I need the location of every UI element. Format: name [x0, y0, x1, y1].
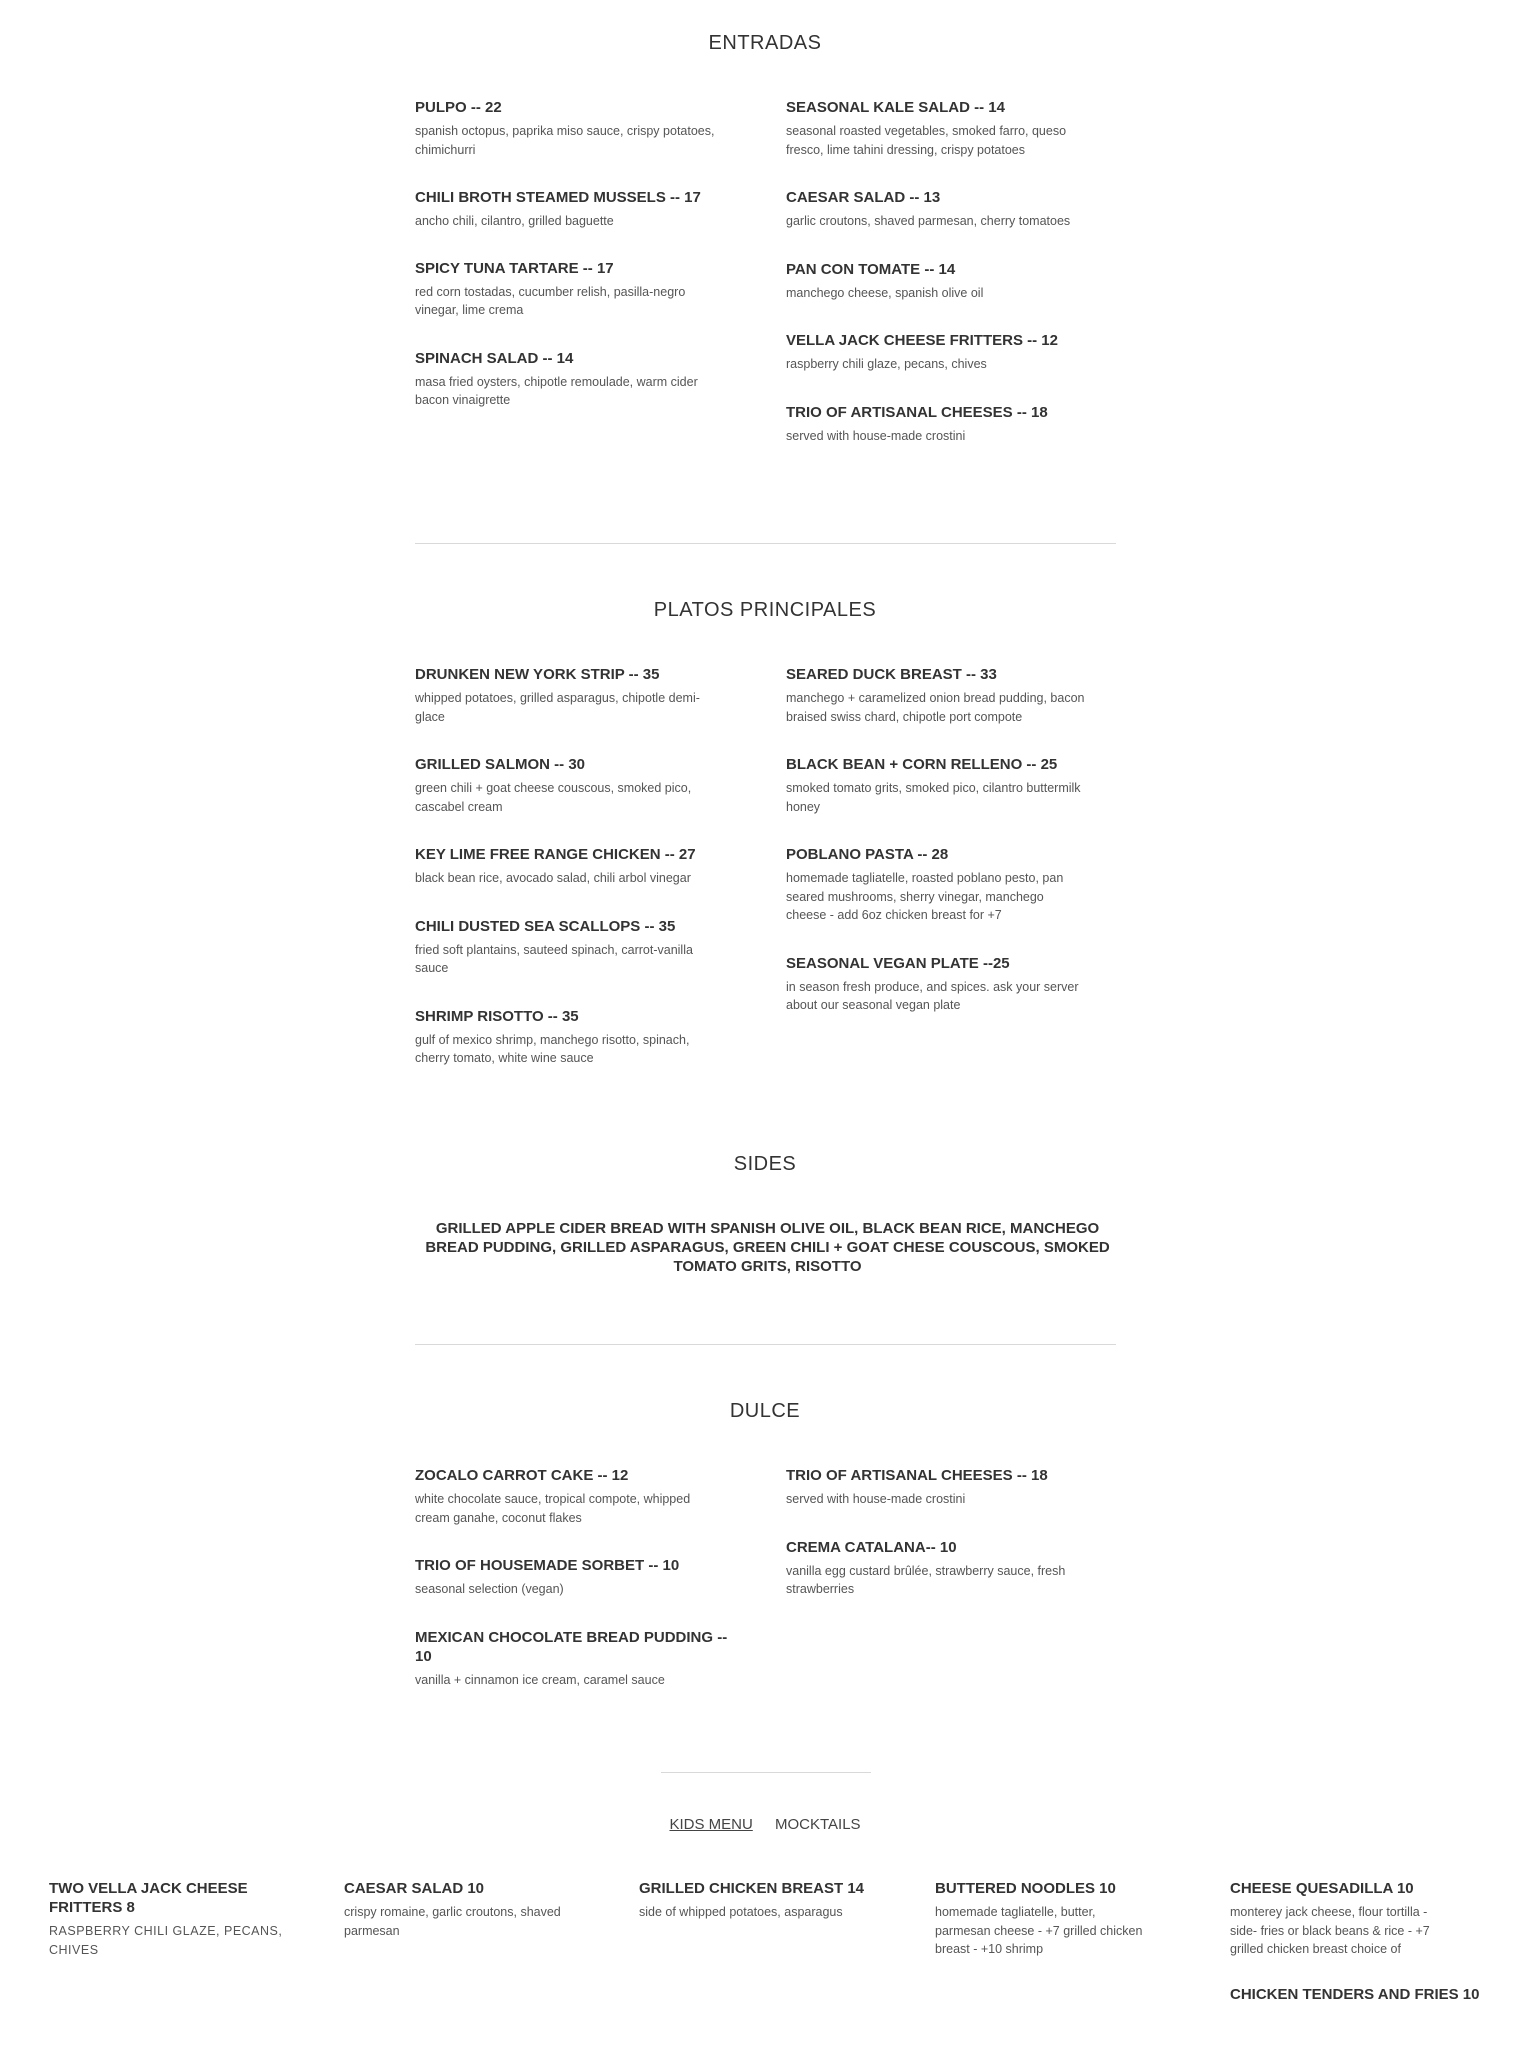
- menu-item-desc: white chocolate sauce, tropical compote, whipped cream ganahe, coconut flakes: [415, 1492, 691, 1525]
- menu-item: [415, 1007, 775, 1068]
- menu-item: [415, 917, 775, 978]
- menu-item-desc: vanilla + cinnamon ice cream, caramel sauce: [415, 1672, 665, 1687]
- menu-item-name: SPICY TUNA TARTARE -- 17: [415, 259, 614, 277]
- menu-item-name: TWO VELLA JACK CHEESE FRITTERS 8: [49, 1880, 248, 1916]
- menu-item-name: PAN CON TOMATE -- 14: [786, 260, 956, 278]
- tab-mocktails[interactable]: MOCKTAILS: [774, 1816, 861, 1833]
- menu-item: [935, 1879, 1195, 1959]
- menu-item: [1230, 1985, 1510, 2004]
- sides-list: GRILLED APPLE CIDER BREAD WITH SPANISH OLIVE OIL, BLACK BEAN RICE, MANCHEGO BREAD PUDDING, GRILLED ASPARAGUS, GREEN CHILI + GOAT CHESE COUSCOUS, SMOKED TOMATO GRITS, RISOTTO: [425, 1220, 1110, 1275]
- section-divider: [661, 1772, 871, 1773]
- menu-item-desc: RASPBERRY CHILI GLAZE, PECANS, CHIVES: [49, 1924, 283, 1957]
- menu-item-desc: manchego + caramelized onion bread pudding, bacon braised swiss chard, chipotle port compote: [786, 691, 1085, 724]
- menu-item: [639, 1879, 899, 1922]
- menu-item-desc: seasonal selection (vegan): [415, 1582, 564, 1596]
- principales-right-column: [786, 665, 1146, 1015]
- menu-item-desc: ancho chili, cilantro, grilled baguette: [415, 214, 614, 228]
- menu-item-name: SEASONAL VEGAN PLATE --25: [786, 954, 1010, 972]
- menu-item-name: BUTTERED NOODLES 10: [935, 1880, 1116, 1897]
- menu-item-desc: green chili + goat cheese couscous, smoked pico, cascabel cream: [415, 781, 692, 814]
- menu-item-name: CHICKEN TENDERS AND FRIES 10: [1230, 1985, 1480, 2003]
- menu-item: [786, 331, 1146, 374]
- menu-item-name: GRILLED SALMON -- 30: [415, 756, 586, 773]
- menu-item-name: DRUNKEN NEW YORK STRIP -- 35: [415, 666, 660, 683]
- menu-item-desc: fried soft plantains, sauteed spinach, carrot-vanilla sauce: [415, 942, 693, 975]
- menu-item-name: SPINACH SALAD -- 14: [415, 349, 574, 367]
- menu-item: [344, 1879, 604, 1940]
- menu-item-name: TRIO OF ARTISANAL CHEESES -- 18: [786, 403, 1048, 421]
- section-divider: [415, 543, 1116, 544]
- menu-item-name: GRILLED CHICKEN BREAST 14: [639, 1880, 865, 1897]
- menu-item-name: KEY LIME FREE RANGE CHICKEN -- 27: [415, 846, 696, 863]
- menu-item: [786, 845, 1146, 925]
- menu-item: [415, 665, 775, 726]
- menu-item-desc: served with house-made crostini: [786, 428, 966, 443]
- menu-item-desc: red corn tostadas, cucumber relish, pasilla-negro vinegar, lime crema: [415, 284, 686, 317]
- menu-item-desc: manchego cheese, spanish olive oil: [786, 285, 984, 300]
- menu-item: [786, 403, 1146, 446]
- menu-item-desc: smoked tomato grits, smoked pico, cilantro buttermilk honey: [786, 781, 1081, 814]
- menu-item: [415, 755, 775, 816]
- kids-column-5: [1230, 1879, 1510, 2004]
- menu-item-name: ZOCALO CARROT CAKE -- 12: [415, 1467, 629, 1484]
- menu-item-name: TRIO OF HOUSEMADE SORBET -- 10: [415, 1557, 680, 1574]
- menu-item-desc: homemade tagliatelle, roasted poblano pesto, pan seared mushrooms, sherry vinegar, manchego cheese - add 6oz chicken breast for +7: [786, 871, 1064, 922]
- section-title-entradas: ENTRADAS: [708, 32, 822, 54]
- menu-item-name: CHILI BROTH STEAMED MUSSELS -- 17: [415, 189, 701, 206]
- menu-item: [415, 1556, 775, 1599]
- menu-item-desc: in season fresh produce, and spices. ask your server about our seasonal vegan plate: [786, 979, 1079, 1012]
- menu-item: [415, 349, 775, 410]
- kids-column-4: [935, 1879, 1195, 1959]
- menu-item-name: CHILI DUSTED SEA SCALLOPS -- 35: [415, 917, 676, 935]
- menu-item-desc: garlic croutons, shaved parmesan, cherry tomatoes: [786, 214, 1071, 228]
- menu-item-desc: vanilla egg custard brûlée, strawberry sauce, fresh strawberries: [786, 1563, 1066, 1596]
- menu-item-desc: masa fried oysters, chipotle remoulade, warm cider bacon vinaigrette: [415, 374, 698, 407]
- menu-item-name: VELLA JACK CHEESE FRITTERS -- 12: [786, 332, 1058, 349]
- menu-item-desc: homemade tagliatelle, butter, parmesan cheese - +7 grilled chicken breast - +10 shrimp: [935, 1905, 1143, 1956]
- menu-item-desc: side of whipped potatoes, asparagus: [639, 1905, 843, 1919]
- menu-item: [1230, 1879, 1510, 1959]
- menu-item-desc: crispy romaine, garlic croutons, shaved parmesan: [344, 1905, 561, 1938]
- menu-item-name: POBLANO PASTA -- 28: [786, 846, 949, 863]
- menu-item: [415, 1628, 775, 1690]
- menu-item-name: TRIO OF ARTISANAL CHEESES -- 18: [786, 1467, 1048, 1484]
- menu-item-desc: monterey jack cheese, flour tortilla - side- fries or black beans & rice - +7 grilled chicken breast choice of: [1230, 1905, 1430, 1956]
- menu-item: [786, 1538, 1146, 1599]
- menu-item-desc: served with house-made crostini: [786, 1492, 966, 1506]
- section-title-sides: SIDES: [733, 1153, 797, 1175]
- menu-item-name: CHEESE QUESADILLA 10: [1230, 1880, 1414, 1897]
- menu-item: [786, 98, 1146, 159]
- menu-item: [786, 755, 1146, 816]
- section-title-principales: PLATOS PRINCIPALES: [653, 599, 877, 621]
- menu-item-name: CAESAR SALAD -- 13: [786, 189, 941, 206]
- menu-item-name: SHRIMP RISOTTO -- 35: [415, 1007, 579, 1025]
- menu-item-desc: black bean rice, avocado salad, chili arbol vinegar: [415, 871, 691, 885]
- menu-item-desc: spanish octopus, paprika miso sauce, crispy potatoes, chimichurri: [415, 124, 715, 157]
- menu-item-name: BLACK BEAN + CORN RELLENO -- 25: [786, 756, 1058, 773]
- menu-item-name: CREMA CATALANA-- 10: [786, 1538, 957, 1556]
- kids-column-1: [49, 1879, 309, 1959]
- kids-column-3: [639, 1879, 899, 1922]
- menu-item-name: CAESAR SALAD 10: [344, 1880, 485, 1897]
- menu-item: [415, 188, 775, 231]
- menu-item: [49, 1879, 309, 1959]
- menu-item-name: SEASONAL KALE SALAD -- 14: [786, 99, 1005, 116]
- menu-item-desc: seasonal roasted vegetables, smoked farro, queso fresco, lime tahini dressing, crispy potatoes: [786, 124, 1067, 157]
- dulce-left-column: [415, 1466, 775, 1689]
- section-title-dulce: DULCE: [729, 1400, 801, 1422]
- menu-item: [786, 260, 1146, 303]
- menu-item: [415, 98, 775, 159]
- menu-item: [786, 665, 1146, 726]
- menu-item-name: MEXICAN CHOCOLATE BREAD PUDDING -- 10: [415, 1628, 728, 1665]
- section-divider: [415, 1344, 1116, 1345]
- menu-item: [415, 1466, 775, 1527]
- menu-item: [786, 1466, 1146, 1509]
- menu-item-desc: whipped potatoes, grilled asparagus, chipotle demi-glace: [415, 691, 700, 724]
- menu-item-desc: raspberry chili glaze, pecans, chives: [786, 357, 987, 371]
- menu-item: [415, 845, 775, 888]
- menu-item-name: PULPO -- 22: [415, 99, 502, 116]
- menu-item: [415, 259, 775, 320]
- dulce-right-column: [786, 1466, 1146, 1599]
- menu-item: [786, 954, 1146, 1015]
- kids-column-2: [344, 1879, 604, 1940]
- menu-item-name: SEARED DUCK BREAST -- 33: [786, 666, 997, 683]
- principales-left-column: [415, 665, 775, 1068]
- menu-tabs: [0, 1816, 1530, 1833]
- menu-item: [786, 188, 1146, 231]
- entradas-left-column: [415, 98, 775, 410]
- tab-kids-menu[interactable]: KIDS MENU: [669, 1816, 753, 1833]
- menu-item-desc: gulf of mexico shrimp, manchego risotto, spinach, cherry tomato, white wine sauce: [415, 1032, 690, 1065]
- entradas-right-column: [786, 98, 1146, 445]
